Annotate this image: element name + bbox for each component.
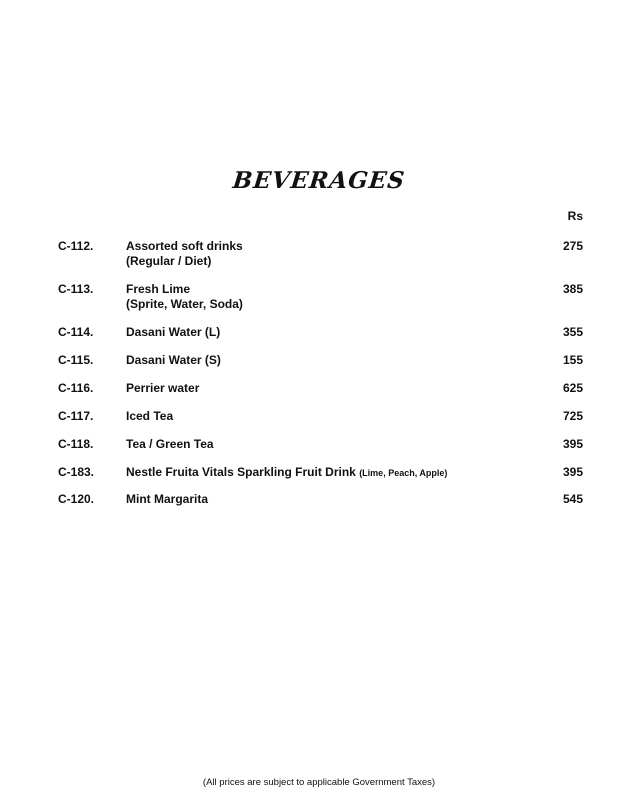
item-price: 625 xyxy=(562,381,583,395)
item-name: Tea / Green Tea xyxy=(126,437,214,451)
item-name: Mint Margarita xyxy=(126,492,209,506)
item-subtitle: (Sprite, Water, Soda) xyxy=(126,297,243,311)
item-description xyxy=(126,282,243,312)
item-description xyxy=(126,239,243,269)
item-name: Iced Tea xyxy=(126,409,174,423)
item-subtitle: (Regular / Diet) xyxy=(126,254,212,268)
item-description xyxy=(126,437,214,452)
item-description xyxy=(126,409,173,424)
item-description xyxy=(126,353,221,368)
item-description xyxy=(126,381,199,396)
item-price: 395 xyxy=(562,437,583,451)
item-name: Assorted soft drinks xyxy=(126,239,243,253)
item-name: Dasani Water (L) xyxy=(126,325,221,339)
item-code: C-115. xyxy=(58,353,94,367)
item-name: Dasani Water (S) xyxy=(126,353,221,367)
item-name: Perrier water xyxy=(126,381,200,395)
item-code: C-116. xyxy=(58,381,94,395)
page-title: BEVERAGES xyxy=(231,167,407,194)
item-price: 275 xyxy=(562,239,583,253)
item-code: C-114. xyxy=(58,325,94,339)
item-code: C-120. xyxy=(58,492,95,506)
item-name xyxy=(126,465,447,481)
item-price: 725 xyxy=(562,409,583,423)
item-description xyxy=(126,492,208,507)
item-code: C-118. xyxy=(58,437,94,451)
item-code: C-113. xyxy=(58,282,94,296)
item-code: C-117. xyxy=(58,409,94,423)
item-name-extra: (Lime, Peach, Apple) xyxy=(359,468,448,478)
item-price: 545 xyxy=(562,492,583,506)
item-code: C-183. xyxy=(58,465,95,479)
item-price: 395 xyxy=(562,465,583,479)
item-price: 385 xyxy=(562,282,583,296)
tax-footnote: (All prices are subject to applicable Government Taxes) xyxy=(202,777,436,788)
item-description xyxy=(126,465,447,481)
item-price: 155 xyxy=(562,353,583,367)
item-name-text: Nestle Fruita Vitals Sparkling Fruit Drink xyxy=(126,465,356,479)
currency-header: Rs xyxy=(567,209,583,223)
item-price: 355 xyxy=(562,325,583,339)
item-description xyxy=(126,325,220,340)
item-name: Fresh Lime xyxy=(126,282,191,296)
item-code: C-112. xyxy=(58,239,94,253)
